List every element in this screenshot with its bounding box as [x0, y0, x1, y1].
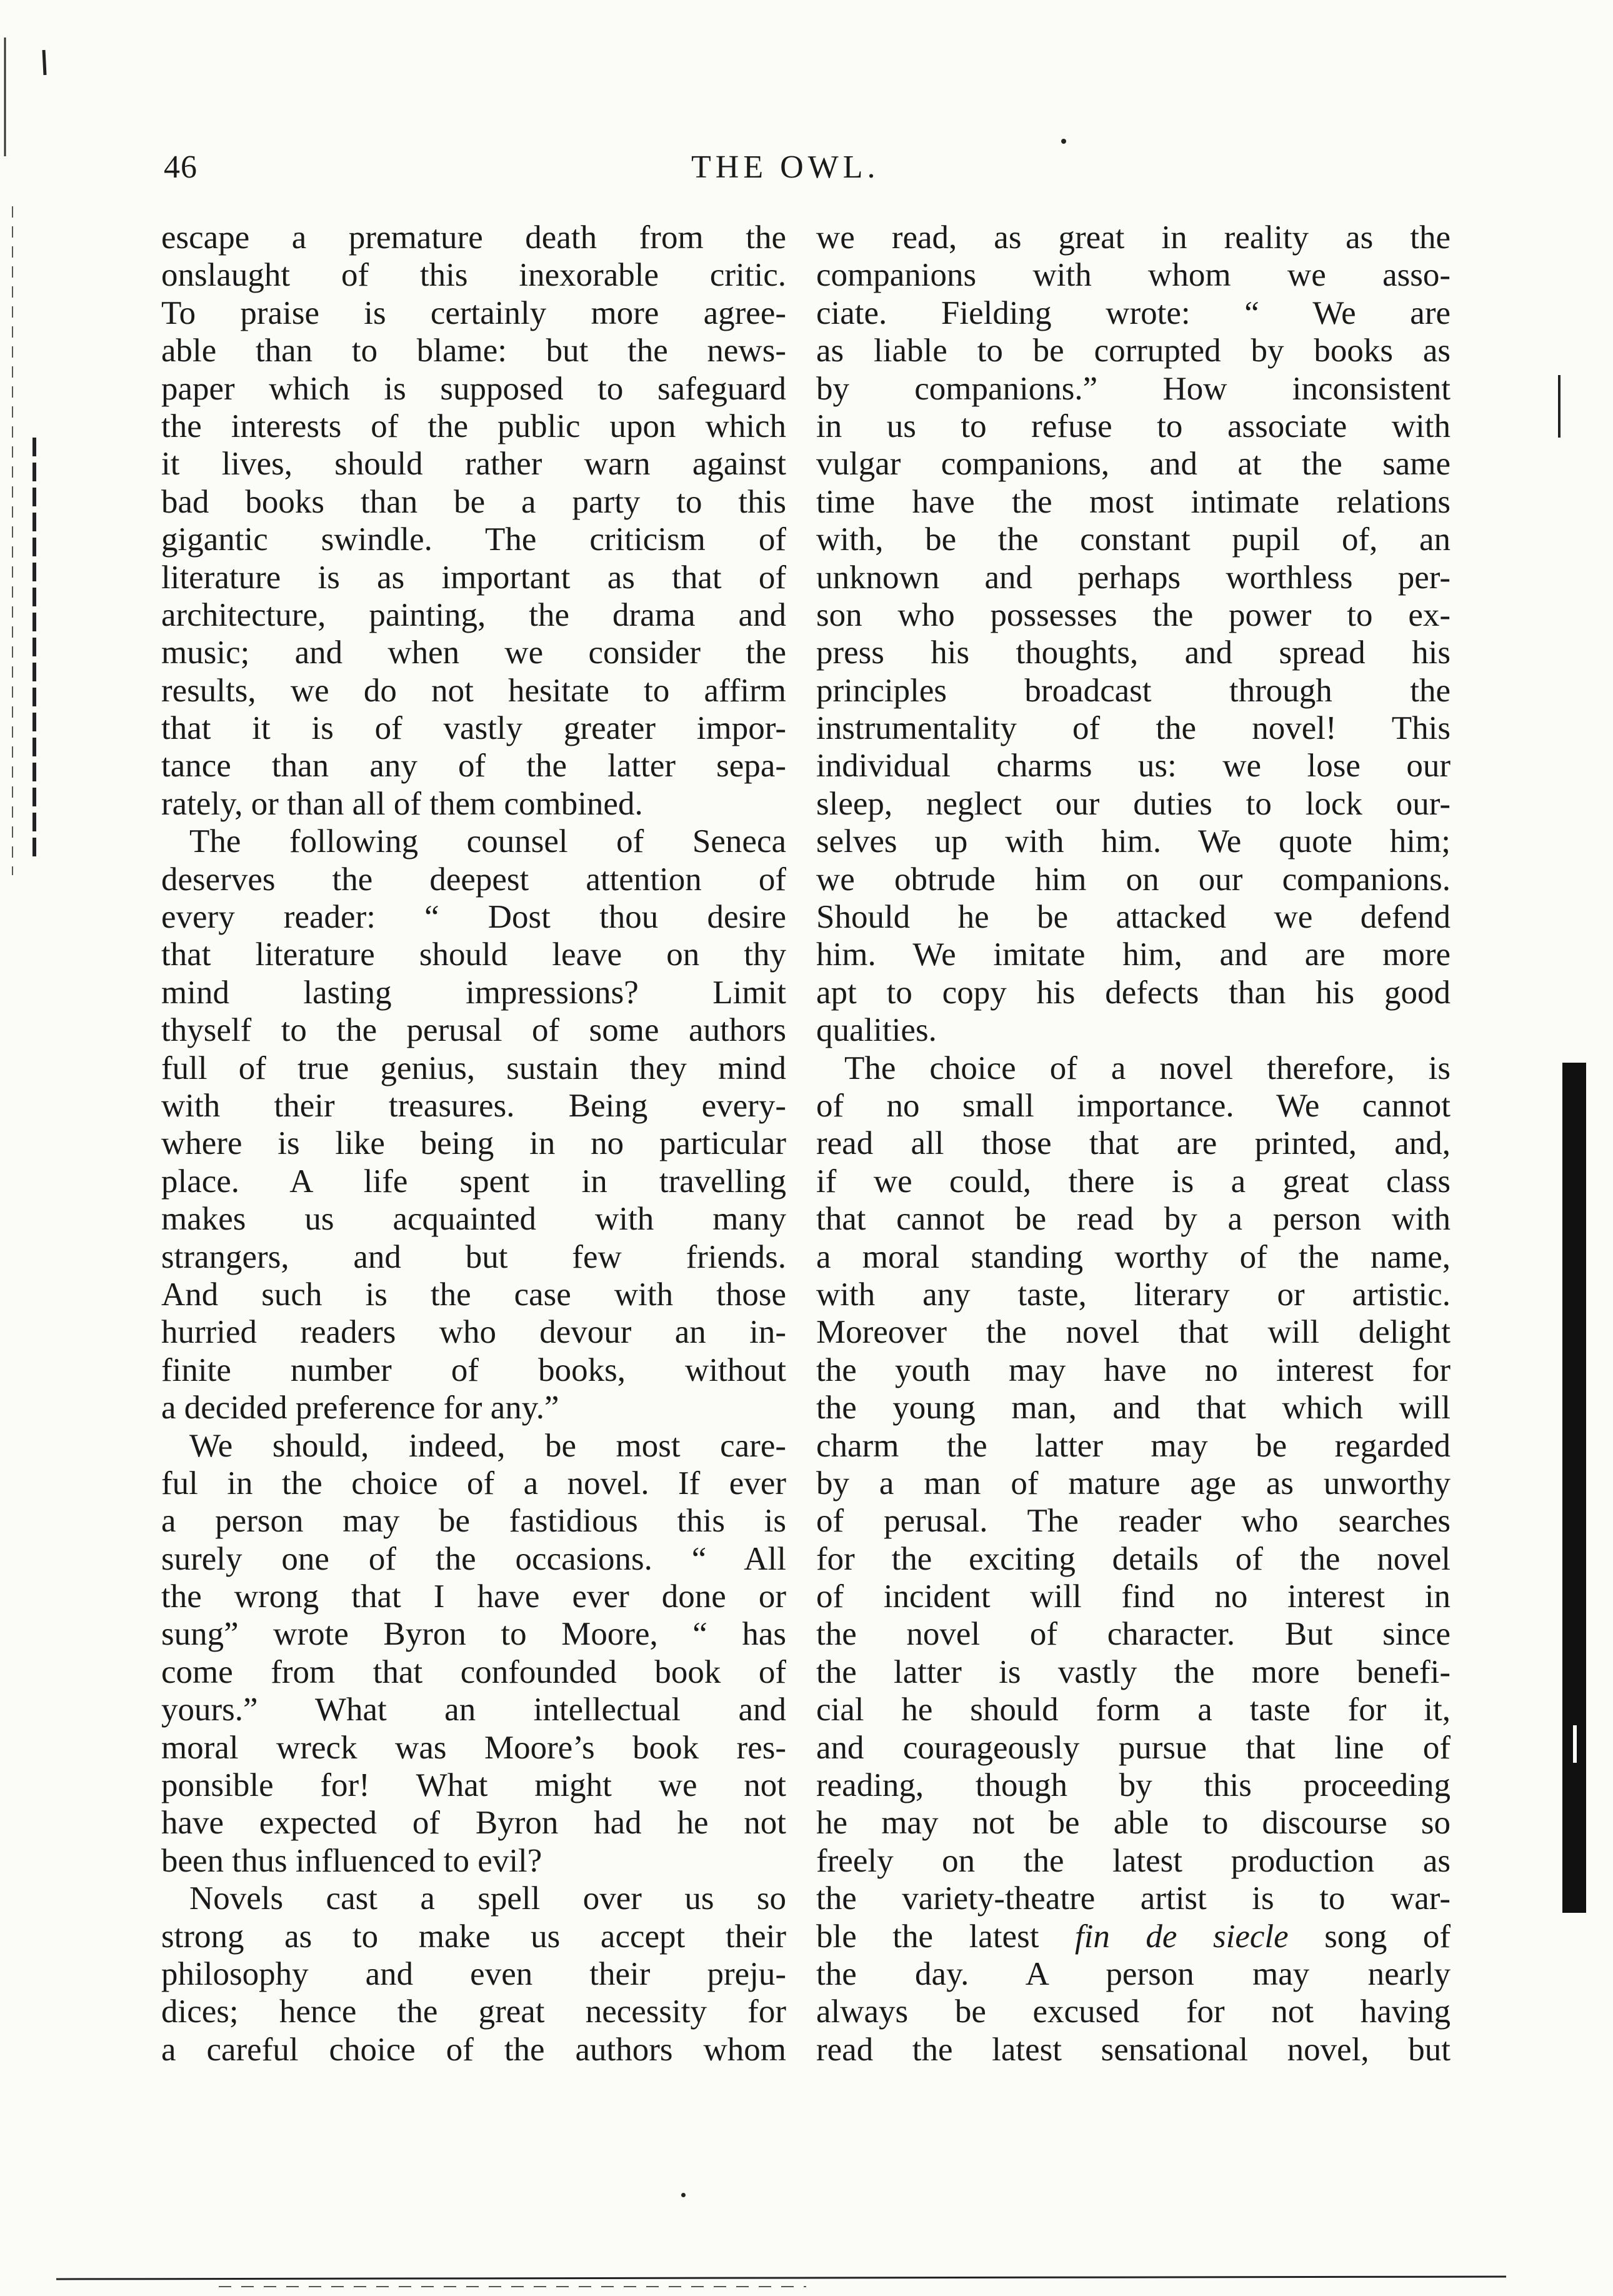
text-line: strangers, and but few friends.: [161, 1238, 786, 1275]
text-line: companions with whom we asso-: [816, 257, 1451, 294]
text-line: The choice of a novel therefore, is: [844, 1050, 1451, 1086]
text-line: gigantic swindle. The criticism of: [161, 521, 786, 558]
text-line: have expected of Byron had he not: [161, 1805, 786, 1842]
text-line: a person may be fastidious this is: [161, 1503, 786, 1540]
text-line: makes us acquainted with many: [161, 1201, 786, 1238]
text-line: with any taste, literary or artistic.: [816, 1276, 1451, 1313]
text-line: selves up with him. We quote him;: [816, 823, 1451, 860]
text-line: he may not be able to discourse so: [816, 1805, 1451, 1842]
text-line: read the latest sensational novel, but: [816, 2031, 1451, 2068]
text-line: by a man of mature age as unworthy: [816, 1465, 1451, 1501]
text-line: able than to blame: but the news-: [161, 333, 786, 369]
italic-phrase: fin de siecle: [1074, 1918, 1289, 1955]
text-line: son who possesses the power to ex-: [816, 596, 1451, 633]
footer-rule: [56, 2268, 1506, 2293]
text-line: We should, indeed, be most care-: [189, 1427, 786, 1464]
text-line: always be excused for not having: [816, 1993, 1451, 2030]
text-line: vulgar companions, and at the same: [816, 446, 1451, 483]
page-header: [0, 149, 1613, 199]
text-line: To praise is certainly more agree-: [161, 294, 786, 331]
text-line: ful in the choice of a novel. If ever: [161, 1465, 786, 1501]
text-line: Moreover the novel that will delight: [816, 1314, 1451, 1351]
text-line: a moral standing worthy of the name,: [816, 1238, 1451, 1275]
text-line: surely one of the occasions. “ All: [161, 1540, 786, 1577]
text-line: deserves the deepest attention of: [161, 861, 786, 898]
text-line: we read, as great in reality as the: [816, 219, 1451, 256]
text-line: been thus influenced to evil?: [161, 1842, 542, 1879]
text-line: the latter is vastly the more benefi-: [816, 1653, 1451, 1690]
text-line: him. We imitate him, and are more: [816, 936, 1451, 973]
text-line: for the exciting details of the novel: [816, 1540, 1451, 1577]
scan-right-edge-marks: [1550, 350, 1613, 1975]
text-line: music; and when we consider the: [161, 634, 786, 671]
text-line: the wrong that I have ever done or: [161, 1578, 786, 1615]
right-text-column: [816, 219, 1451, 2068]
text-line: the interests of the public upon which: [161, 408, 786, 444]
text-line: sung” wrote Byron to Moore, “ has: [161, 1616, 786, 1653]
text-line: press his thoughts, and spread his: [816, 634, 1451, 671]
page-number: 46: [164, 149, 197, 185]
text-line: tance than any of the latter sepa-: [161, 748, 786, 785]
text-line: that literature should leave on thy: [161, 936, 786, 973]
text-line: it lives, should rather warn against: [161, 446, 786, 483]
text-line: a careful choice of the authors whom: [161, 2031, 786, 2068]
text-line: we obtrude him on our companions.: [816, 861, 1451, 898]
text-line: the young man, and that which will: [816, 1390, 1451, 1426]
text-line: charm the latter may be regarded: [816, 1427, 1451, 1464]
scan-edge-marks: [0, 0, 56, 938]
text-line: read all those that are printed, and,: [816, 1125, 1451, 1162]
text-line: ciate. Fielding wrote: “ We are: [816, 294, 1451, 331]
text-line: dices; hence the great necessity for: [161, 1993, 786, 2030]
text-line: the day. A person may nearly: [816, 1955, 1451, 1992]
text-segment: ble the latest: [816, 1918, 1075, 1955]
text-line: instrumentality of the novel! This: [816, 710, 1451, 747]
text-line: of perusal. The reader who searches: [816, 1503, 1451, 1540]
text-line: with their treasures. Being every-: [161, 1087, 786, 1124]
text-line: individual charms us: we lose our: [816, 748, 1451, 785]
text-line: in us to refuse to associate with: [816, 408, 1451, 444]
text-line: and courageously pursue that line of: [816, 1729, 1451, 1766]
text-line: cial he should form a taste for it,: [816, 1692, 1451, 1728]
text-line: finite number of books, without: [161, 1351, 786, 1388]
text-line: literature is as important as that of: [161, 559, 786, 596]
text-line: The following counsel of Seneca: [189, 823, 786, 860]
text-line: mind lasting impressions? Limit: [161, 974, 786, 1011]
text-line: sleep, neglect our duties to lock our-: [816, 785, 1451, 822]
text-line: the novel of character. But since: [816, 1616, 1451, 1653]
text-line: unknown and perhaps worthless per-: [816, 559, 1451, 596]
text-line: where is like being in no particular: [161, 1125, 786, 1162]
text-line: come from that confounded book of: [161, 1653, 786, 1690]
text-line: the youth may have no interest for: [816, 1351, 1451, 1388]
text-line: philosophy and even their preju-: [161, 1955, 786, 1992]
text-line: paper which is supposed to safeguard: [161, 370, 786, 407]
text-line: hurried readers who devour an in-: [161, 1314, 786, 1351]
text-line: moral wreck was Moore’s book res-: [161, 1729, 786, 1766]
text-line: by companions.” How inconsistent: [816, 370, 1451, 407]
text-line: a decided preference for any.”: [161, 1390, 559, 1426]
text-line: ponsible for! What might we not: [161, 1767, 786, 1804]
text-line: freely on the latest production as: [816, 1842, 1451, 1879]
text-line: strong as to make us accept their: [161, 1918, 786, 1955]
running-head: THE OWL.: [691, 149, 880, 185]
left-text-column: [161, 219, 786, 2068]
text-line: of incident will find no interest in: [816, 1578, 1451, 1615]
text-line: the variety-theatre artist is to war-: [816, 1880, 1451, 1917]
text-segment: song of: [1288, 1918, 1451, 1955]
text-line: full of true genius, sustain they mind: [161, 1050, 786, 1086]
scan-speck: [681, 2193, 686, 2197]
text-line: escape a premature death from the: [161, 219, 786, 256]
text-line: qualities.: [816, 1012, 937, 1049]
text-line: reading, though by this proceeding: [816, 1767, 1451, 1804]
text-line: architecture, painting, the drama and: [161, 596, 786, 633]
text-line: Should he be attacked we defend: [816, 899, 1451, 936]
scan-speck: [1061, 139, 1066, 144]
text-line: results, we do not hesitate to affirm: [161, 672, 786, 709]
text-line: thyself to the perusal of some authors: [161, 1012, 786, 1049]
text-line: that it is of vastly greater impor-: [161, 710, 786, 747]
text-line: Novels cast a spell over us so: [189, 1880, 786, 1917]
text-line: time have the most intimate relations: [816, 483, 1451, 520]
text-line: place. A life spent in travelling: [161, 1163, 786, 1200]
text-line: bad books than be a party to this: [161, 483, 786, 520]
text-line: And such is the case with those: [161, 1276, 786, 1313]
text-line: apt to copy his defects than his good: [816, 974, 1451, 1011]
text-line: with, be the constant pupil of, an: [816, 521, 1451, 558]
text-line: rately, or than all of them combined.: [161, 785, 643, 822]
text-line: principles broadcast through the: [816, 672, 1451, 709]
text-line: every reader: “ Dost thou desire: [161, 899, 786, 936]
text-line: as liable to be corrupted by books as: [816, 333, 1451, 369]
text-line: onslaught of this inexorable critic.: [161, 257, 786, 294]
text-line: yours.” What an intellectual and: [161, 1692, 786, 1728]
text-line: [816, 1918, 1451, 1955]
text-line: if we could, there is a great class: [816, 1163, 1451, 1200]
text-line: that cannot be read by a person with: [816, 1201, 1451, 1238]
text-line: of no small importance. We cannot: [816, 1087, 1451, 1124]
